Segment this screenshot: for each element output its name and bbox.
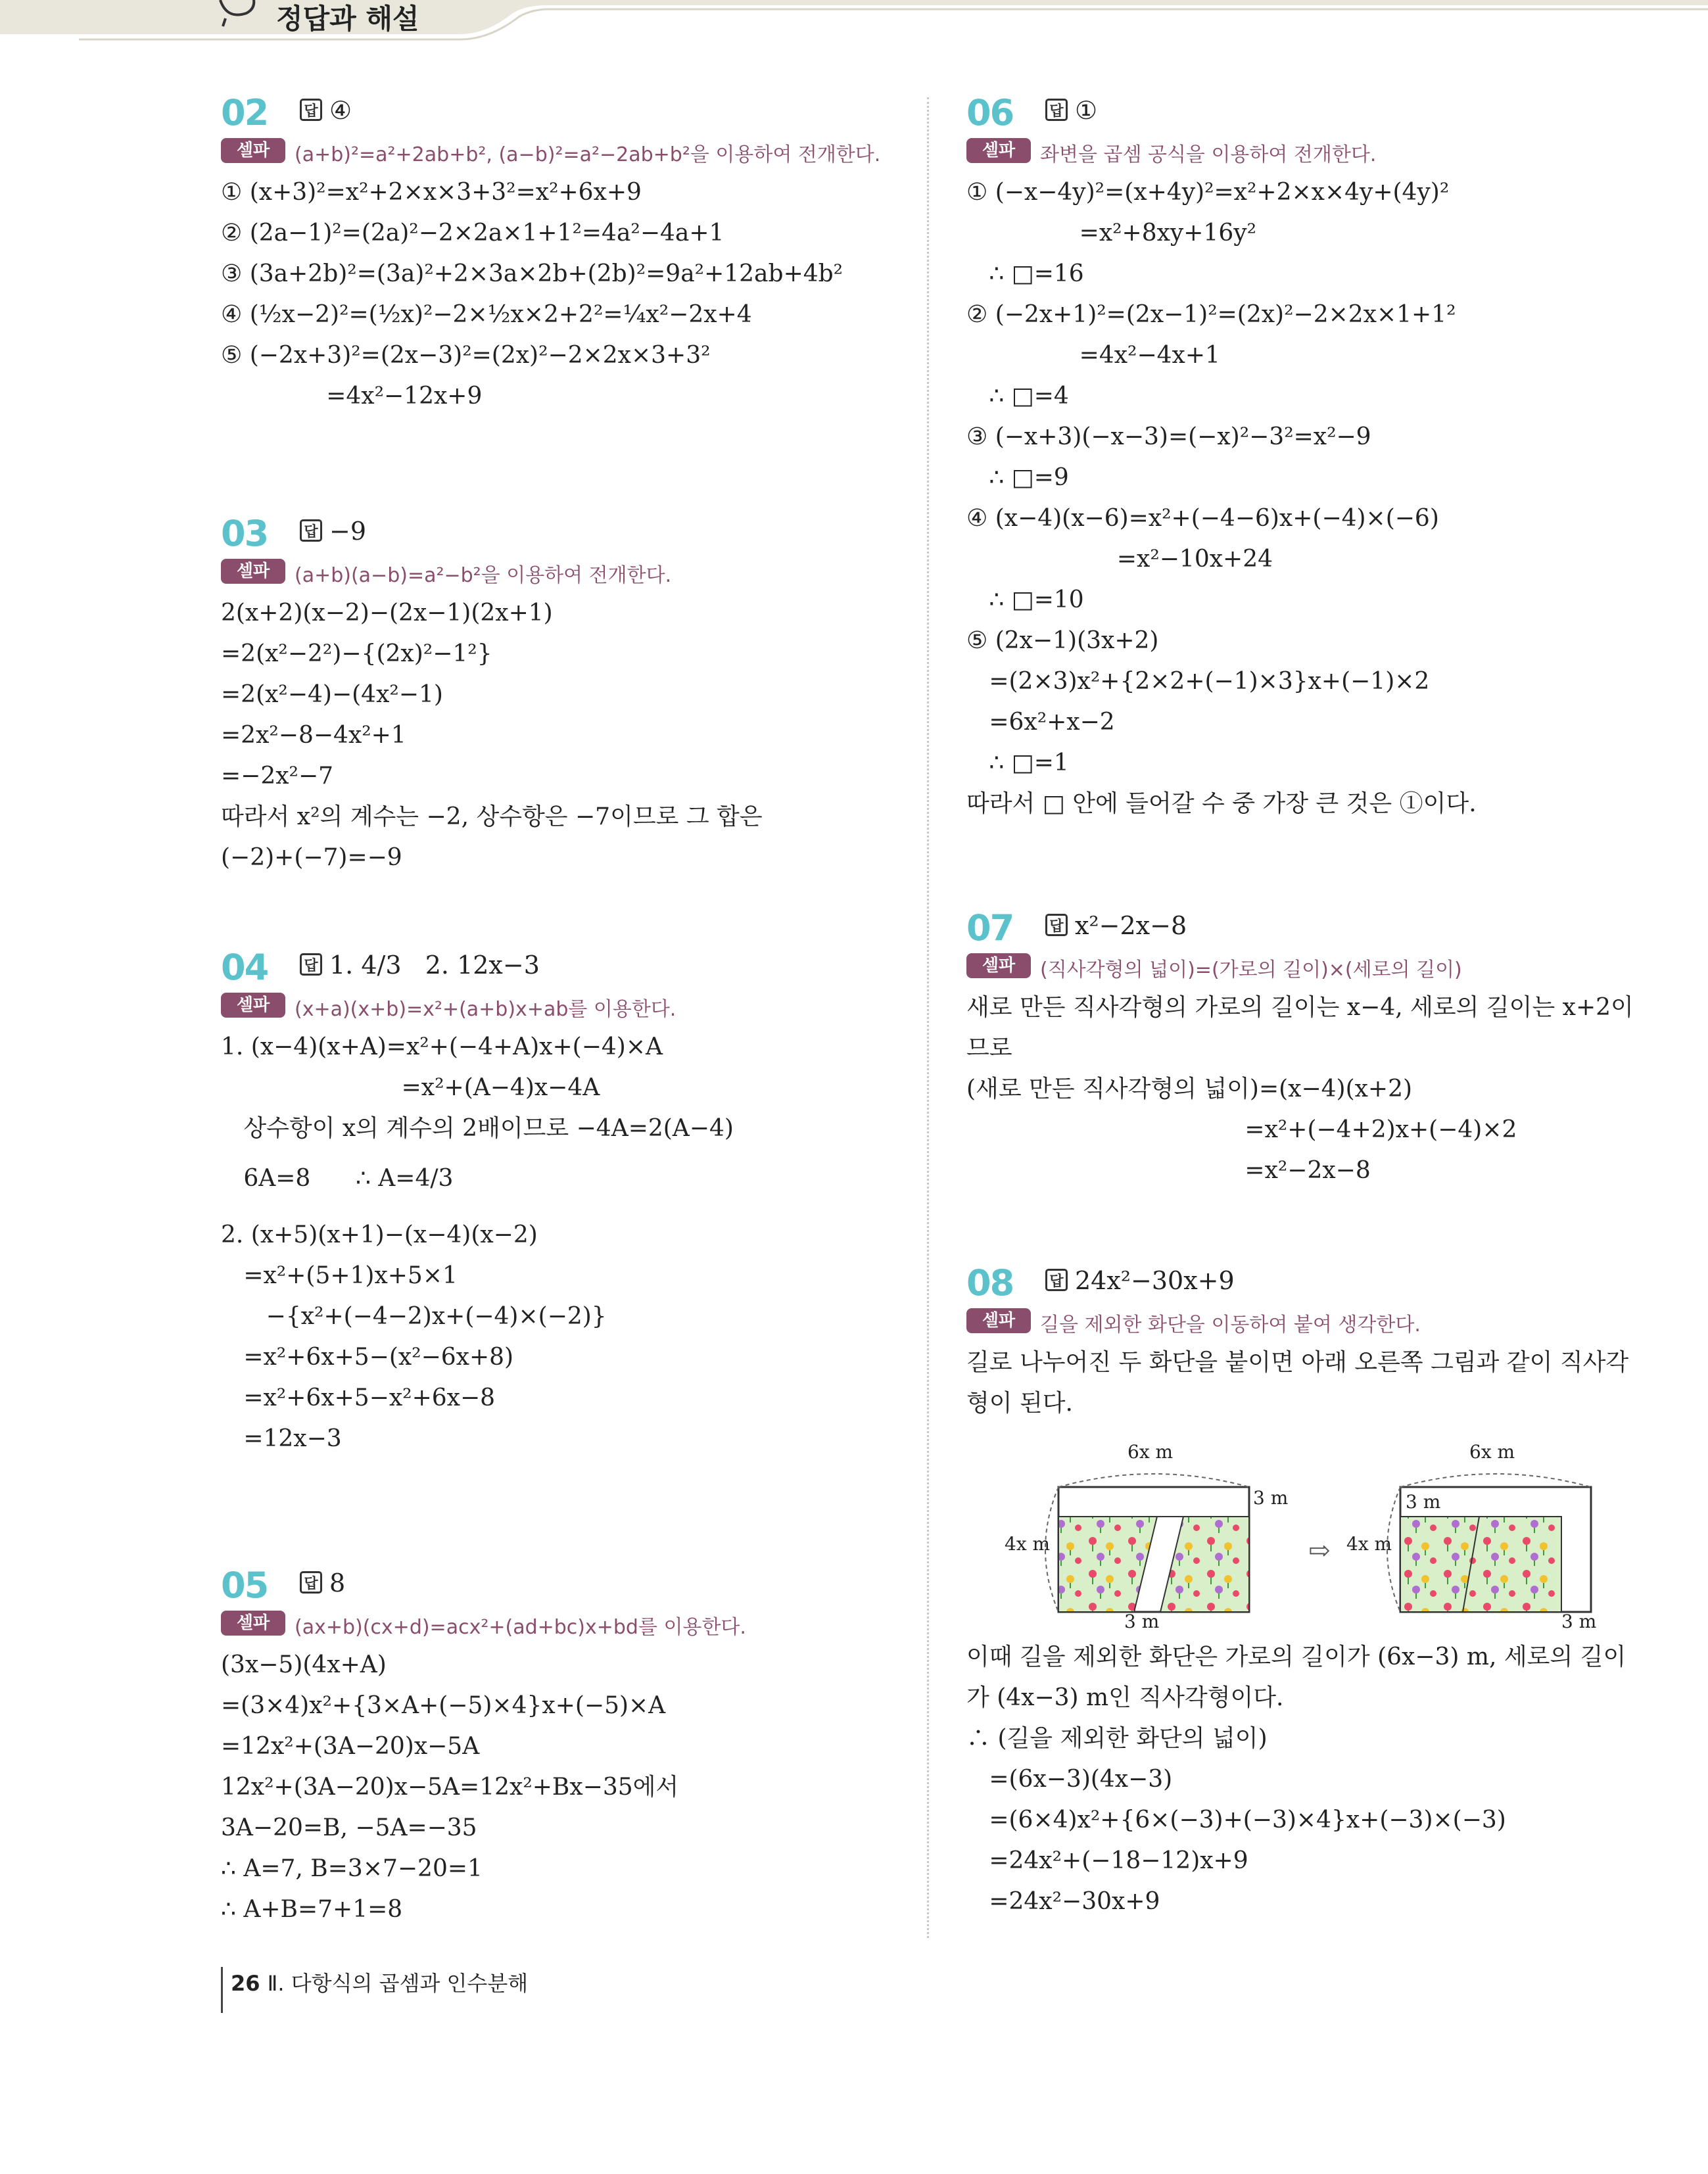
problem-number: 06 xyxy=(966,92,1014,133)
solution-line: =2x²−8−4x²+1 xyxy=(221,722,406,749)
solution-line: 이때 길을 제외한 화단은 가로의 길이가 (6x−3) m, 세로의 길이 xyxy=(966,1643,1626,1670)
column-divider xyxy=(927,97,929,1938)
solution-line: 상수항이 x의 계수의 2배이므로 −4A=2(A−4) xyxy=(221,1115,734,1142)
answer-mark: 답 xyxy=(1045,1269,1068,1291)
solution-line: =(6x−3)(4x−3) xyxy=(966,1766,1173,1793)
problem-number: 02 xyxy=(221,92,268,133)
solution-line: ② (−2x+1)²=(2x−1)²=(2x)²−2×2x×1+1² xyxy=(966,301,1456,328)
solution-line: 1. (x−4)(x+A)=x²+(−4+A)x+(−4)×A xyxy=(221,1033,663,1060)
garden-diagram xyxy=(966,1434,1624,1632)
solution-line: 2(x+2)(x−2)−(2x−1)(2x+1) xyxy=(221,600,553,626)
problem-05 xyxy=(221,1565,746,1930)
solution-line: =6x²+x−2 xyxy=(966,709,1115,736)
tip-badge: 셀파 xyxy=(966,953,1031,978)
solution-line: =12x²+(3A−20)x−5A xyxy=(221,1733,480,1760)
problem-number: 03 xyxy=(221,513,268,554)
page-footer xyxy=(221,1967,528,2013)
solution-line: ④ (x−4)(x−6)=x²+(−4−6)x+(−4)×(−6) xyxy=(966,505,1439,532)
solution-line: 따라서 x²의 계수는 −2, 상수항은 −7이므로 그 합은 xyxy=(221,803,763,830)
solution-line: =24x²−30x+9 xyxy=(966,1888,1160,1915)
width-label-left: 6x m xyxy=(1127,1441,1174,1463)
answer-value: 1. 4/3 2. 12x−3 xyxy=(329,951,540,980)
tip-text: (a+b)²=a²+2ab+b², (a−b)²=a²−2ab+b²을 이용하여 전개한다. xyxy=(295,143,881,166)
solution-line: ∴ (길을 제외한 화단의 넓이) xyxy=(966,1725,1268,1752)
solution-line: ∴ A+B=7+1=8 xyxy=(221,1896,403,1923)
solution-line: =(3×4)x²+{3×A+(−5)×4}x+(−5)×A xyxy=(221,1692,666,1719)
height-label-right: 4x m xyxy=(1346,1533,1392,1555)
solution-line: ∴ □=16 xyxy=(966,260,1084,287)
solution-line: =x²+8xy+16y² xyxy=(966,220,1256,247)
tip-text: (x+a)(x+b)=x²+(a+b)x+ab를 이용한다. xyxy=(295,998,676,1021)
road-label-left-top: 3 m xyxy=(1253,1487,1289,1509)
solution-line: =x²+6x+5−x²+6x−8 xyxy=(221,1384,496,1411)
height-label-left: 4x m xyxy=(1005,1533,1051,1555)
tip-badge: 셀파 xyxy=(966,138,1031,163)
width-label-right: 6x m xyxy=(1469,1441,1515,1463)
solution-line: (3x−5)(4x+A) xyxy=(221,1651,387,1678)
solution-line: =2(x²−4)−(4x²−1) xyxy=(221,681,443,708)
solution-line: 6A=8 ∴ A=4/3 xyxy=(221,1165,454,1192)
road-label-left-bottom: 3 m xyxy=(1124,1611,1160,1632)
tip-badge: 셀파 xyxy=(221,559,285,584)
solution-line: 3A−20=B, −5A=−35 xyxy=(221,1814,477,1841)
right-garden xyxy=(1400,1517,1561,1612)
solution-line: (새로 만든 직사각형의 넓이)=(x−4)(x+2) xyxy=(966,1075,1413,1102)
solution-line: 따라서 □ 안에 들어갈 수 중 가장 큰 것은 ①이다. xyxy=(966,790,1477,817)
answer-value: 8 xyxy=(329,1569,346,1597)
answer-mark: 답 xyxy=(1045,914,1068,936)
solution-line: 새로 만든 직사각형의 가로의 길이는 x−4, 세로의 길이는 x+2이 xyxy=(966,994,1634,1021)
arrow-icon: ⇨ xyxy=(1308,1536,1331,1566)
solution-line: =x²+(5+1)x+5×1 xyxy=(221,1262,458,1289)
page-number: 26 xyxy=(231,1971,260,1996)
problem-number: 08 xyxy=(966,1262,1014,1304)
answer-mark: 답 xyxy=(300,99,322,121)
solution-line: 길로 나누어진 두 화단을 붙이면 아래 오른쪽 그림과 같이 직사각 xyxy=(966,1349,1629,1376)
problem-number: 07 xyxy=(966,907,1014,949)
header-title: 정답과 해설 xyxy=(276,3,419,35)
solution-line: =2(x²−2²)−{(2x)²−1²} xyxy=(221,640,492,667)
chapter-title: Ⅱ. 다항식의 곱셈과 인수분해 xyxy=(267,1971,529,1996)
problem-04 xyxy=(221,947,734,1459)
solution-line: 므로 xyxy=(966,1035,1012,1062)
solution-line: ⑤ (−2x+3)²=(2x−3)²=(2x)²−2×2x×3+3² xyxy=(221,342,711,369)
road-label-right-bottom: 3 m xyxy=(1561,1611,1597,1632)
problem-06 xyxy=(966,92,1477,824)
solution-line: 2. (x+5)(x+1)−(x−4)(x−2) xyxy=(221,1221,538,1248)
solution-line: ∴ □=1 xyxy=(966,749,1069,776)
answer-value: −9 xyxy=(329,517,367,546)
solution-line: ⑤ (2x−1)(3x+2) xyxy=(966,627,1159,654)
solution-line: 12x²+(3A−20)x−5A=12x²+Bx−35에서 xyxy=(221,1774,679,1801)
answer-mark: 답 xyxy=(300,953,322,976)
solution-line: =−2x²−7 xyxy=(221,763,334,790)
tip-text: 길을 제외한 화단을 이동하여 붙여 생각한다. xyxy=(1040,1313,1421,1336)
solution-line: =24x²+(−18−12)x+9 xyxy=(966,1847,1248,1874)
solution-line: 형이 된다. xyxy=(966,1390,1073,1417)
tip-badge: 셀파 xyxy=(221,138,285,163)
tip-badge: 셀파 xyxy=(221,993,285,1018)
problem-number: 05 xyxy=(221,1565,268,1606)
bird-icon xyxy=(214,0,266,33)
solution-line: =x²+(−4+2)x+(−4)×2 xyxy=(966,1116,1517,1143)
problem-number: 04 xyxy=(221,947,268,988)
solution-line: ① (−x−4y)²=(x+4y)²=x²+2×x×4y+(4y)² xyxy=(966,179,1450,206)
answer-mark: 답 xyxy=(300,1571,322,1594)
solution-line: =4x²−4x+1 xyxy=(966,342,1220,369)
answer-value: ④ xyxy=(329,96,352,125)
answer-mark: 답 xyxy=(300,519,322,542)
problem-07 xyxy=(966,907,1634,1191)
solution-line: ② (2a−1)²=(2a)²−2×2a×1+1²=4a²−4a+1 xyxy=(221,220,724,247)
solution-line: ∴ □=4 xyxy=(966,383,1069,410)
solution-line: ④ (½x−2)²=(½x)²−2×½x×2+2²=¼x²−2x+4 xyxy=(221,301,752,328)
solution-line: =12x−3 xyxy=(221,1425,342,1452)
solution-line: ∴ □=9 xyxy=(966,464,1069,491)
tip-badge: 셀파 xyxy=(221,1611,285,1636)
answer-mark: 답 xyxy=(1045,99,1068,121)
solution-line: =x²+6x+5−(x²−6x+8) xyxy=(221,1344,514,1371)
solution-line: ③ (−x+3)(−x−3)=(−x)²−3²=x²−9 xyxy=(966,423,1371,450)
answer-value: x²−2x−8 xyxy=(1075,911,1187,940)
problem-08 xyxy=(966,1262,1628,1922)
answer-value: ① xyxy=(1075,96,1098,125)
solution-line: =4x²−12x+9 xyxy=(221,383,483,410)
answer-value: 24x²−30x+9 xyxy=(1075,1266,1235,1295)
solution-line: 가 (4x−3) m인 직사각형이다. xyxy=(966,1684,1284,1711)
tip-badge: 셀파 xyxy=(966,1308,1031,1333)
solution-line: ∴ □=10 xyxy=(966,586,1084,613)
garden-figure xyxy=(966,1434,1628,1632)
tip-text: (a+b)(a−b)=a²−b²을 이용하여 전개한다. xyxy=(295,564,672,587)
solution-line: =x²−10x+24 xyxy=(966,546,1273,573)
problem-03 xyxy=(221,513,763,878)
solution-line: ∴ A=7, B=3×7−20=1 xyxy=(221,1855,483,1882)
solution-line: =(2×3)x²+{2×2+(−1)×3}x+(−1)×2 xyxy=(966,668,1430,695)
solution-line: =(6×4)x²+{6×(−3)+(−3)×4}x+(−3)×(−3) xyxy=(966,1807,1506,1833)
solution-line: =x²−2x−8 xyxy=(966,1157,1371,1184)
tip-text: (직사각형의 넓이)=(가로의 길이)×(세로의 길이) xyxy=(1040,958,1462,981)
problem-02 xyxy=(221,92,881,417)
solution-line: (−2)+(−7)=−9 xyxy=(221,844,402,871)
tip-text: 좌변을 곱셈 공식을 이용하여 전개한다. xyxy=(1040,143,1377,166)
solution-line: ① (x+3)²=x²+2×x×3+3²=x²+6x+9 xyxy=(221,179,642,206)
solution-line: −{x²+(−4−2)x+(−4)×(−2)} xyxy=(221,1303,607,1330)
tip-text: (ax+b)(cx+d)=acx²+(ad+bc)x+bd를 이용한다. xyxy=(295,1616,746,1639)
solution-line: =x²+(A−4)x−4A xyxy=(221,1074,600,1101)
left-garden-part1 xyxy=(1058,1517,1157,1612)
solution-line: ③ (3a+2b)²=(3a)²+2×3a×2b+(2b)²=9a²+12ab+4b² xyxy=(221,260,843,287)
left-garden-part2 xyxy=(1160,1517,1249,1612)
road-label-right-top: 3 m xyxy=(1406,1491,1441,1513)
